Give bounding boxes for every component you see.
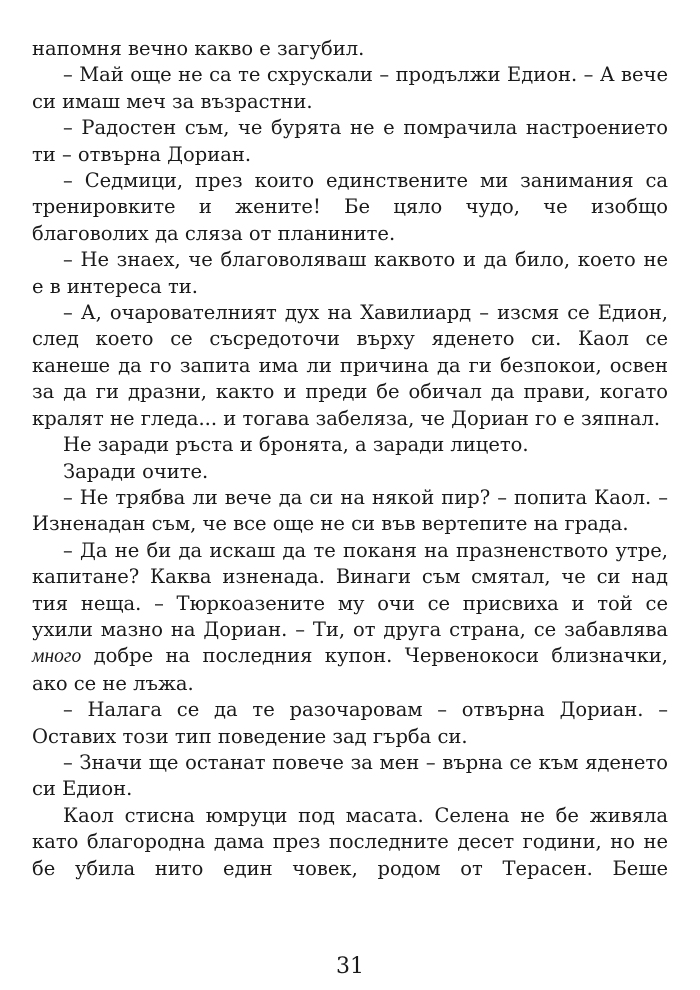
page-number: 31 xyxy=(336,954,364,979)
paragraph-10 xyxy=(32,538,668,697)
paragraph-2: – Май още не са те схрускали – продължи Едион. – А вече си имаш меч за възрастни. xyxy=(32,63,668,113)
paragraph-12: – Значи ще останат повече за мен – върна се към яденето си Едион. xyxy=(32,750,668,801)
paragraph-10-emphasis: много xyxy=(32,646,82,668)
paragraph-10-text-after: добре на последния купон. Червенокоси близначки, ако се не лъжа. xyxy=(32,644,668,695)
paragraph-1: напомня вечно какво е загубил. xyxy=(32,37,365,60)
paragraph-11: – Налага се да те разочаровам – отвърна Дориан. – Оставих този тип поведение зад гърба си. xyxy=(32,698,668,748)
page-body xyxy=(32,36,668,882)
paragraph-4: – Седмици, през които единствените ми занимания са тренировките и жените! Бе цяло чудо, че изобщо благоволих да сляза от планините. xyxy=(32,169,668,245)
paragraph-13: Каол стисна юмруци под масата. Селена не бе живяла като благородна дама през последните десет години, но не бе убила нито един човек, родом от Терасен. Беше xyxy=(32,803,668,880)
paragraph-3: – Радостен съм, че бурята не е помрачила настроението ти – отвърна Дориан. xyxy=(32,116,668,166)
paragraph-7: Не заради ръста и бронята, а заради лицето. xyxy=(63,433,529,457)
paragraph-9: – Не трябва ли вече да си на някой пир? – попита Каол. – Изненадан съм, че все още не си във вертепите на града. xyxy=(32,485,668,536)
paragraph-8: Заради очите. xyxy=(63,459,209,483)
paragraph-10-text-before: – Да не би да искаш да те поканя на празненството утре, капитане? Каква изненада. Винаги съм смятал, че си над тия неща. – Тюркоазените му очи се присвиха и той се ухили мазно на Дориан. – Ти, от друга страна, се забавлява xyxy=(32,538,668,641)
paragraph-5: – Не знаех, че благоволяваш каквото и да било, което не е в интереса ти. xyxy=(32,248,668,298)
paragraph-6: – А, очарователният дух на Хавилиард – изсмя се Едион, след което се съсредоточи върху яденето си. Каол се канеше да го запита има ли причина да ги безпокои, освен за да ги дразни, както и преди бе обичал да прави, когато кралят не гледа... и тогава забеляза, че Дориан го е зяпнал. xyxy=(32,301,668,430)
